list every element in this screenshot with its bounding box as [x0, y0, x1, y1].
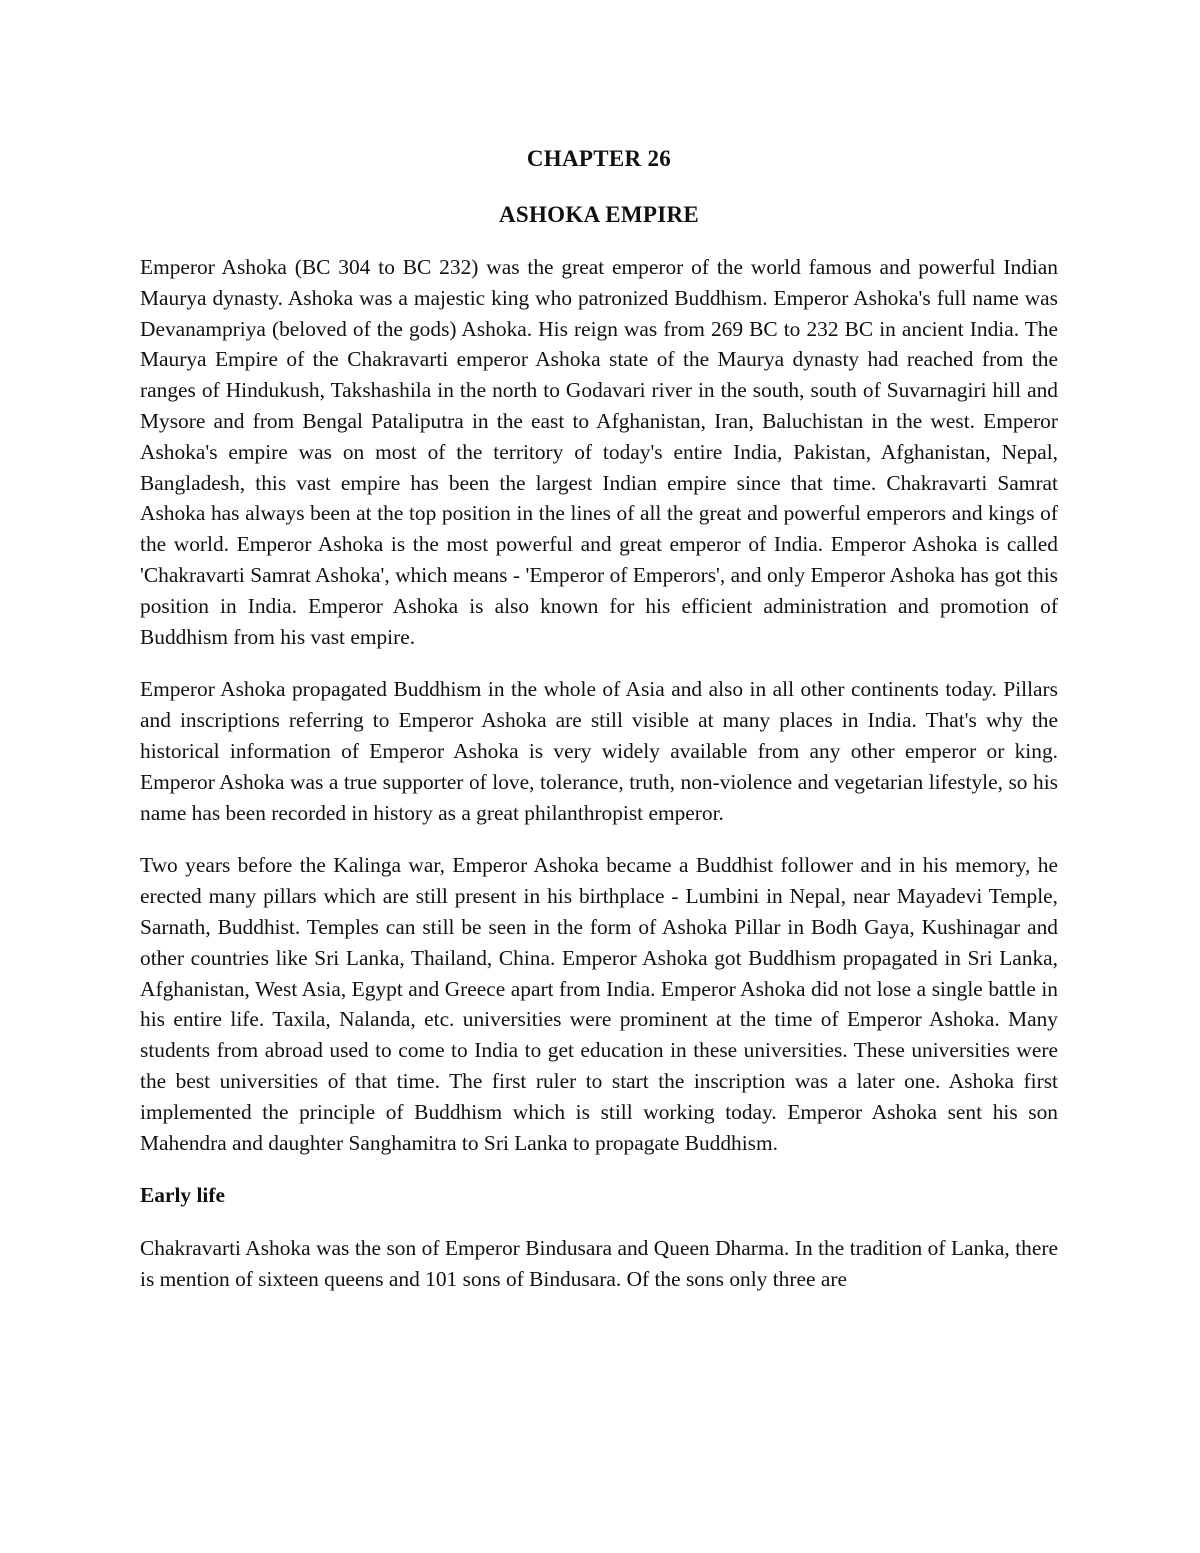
chapter-number: CHAPTER 26	[526, 146, 672, 171]
section-heading-early-life: Early life	[140, 1183, 225, 1208]
body-paragraph-3: Two years before the Kalinga war, Emperor Ashoka became a Buddhist follower and in his memory, he erected many pillars which are still present in his birthplace - Lumbini in Nepal, near Mayadevi Temple, Sarnath, Buddhist. Temples can still be seen in the form of Ashoka Pillar in Bodh Gaya, Kushinagar and other countries like Sri Lanka, Thailand, China. Emperor Ashoka got Buddhism propagated in Sri Lanka, Afghanistan, West Asia, Egypt and Greece apart from India. Emperor Ashoka did not lose a single battle in his entire life. Taxila, Nalanda, etc. universities were prominent at the time of Emperor Ashoka. Many students from abroad used to come to India to get education in these universities. These universities were the best universities of that time. The first ruler to start the inscription was a later one. Ashoka first implemented the principle of Buddhism which is still working today. Emperor Ashoka sent his son Mahendra and daughter Sanghamitra to Sri Lanka to propagate Buddhism.	[140, 853, 1058, 1155]
early-life-paragraph: Chakravarti Ashoka was the son of Emperor Bindusara and Queen Dharma. In the tradition of Lanka, there is mention of sixteen queens and 101 sons of Bindusara. Of the sons only three are	[140, 1236, 1058, 1291]
body-paragraph-2: Emperor Ashoka propagated Buddhism in the whole of Asia and also in all other continents today. Pillars and inscriptions referring to Emperor Ashoka are still visible at many places in India. That's why the historical information of Emperor Ashoka is very widely available from any other emperor or king. Emperor Ashoka was a true supporter of love, tolerance, truth, non-violence and vegetarian lifestyle, so his name has been recorded in history as a great philanthropist emperor.	[140, 677, 1058, 825]
chapter-title: ASHOKA EMPIRE	[498, 202, 700, 227]
body-paragraph-1: Emperor Ashoka (BC 304 to BC 232) was the great emperor of the world famous and powerful Indian Maurya dynasty. Ashoka was a majestic king who patronized Buddhism. Emperor Ashoka's full name was Devanampriya (beloved of the gods) Ashoka. His reign was from 269 BC to 232 BC in ancient India. The Maurya Empire of the Chakravarti emperor Ashoka state of the Maurya dynasty had reached from the ranges of Hindukush, Takshashila in the north to Godavari river in the south, south of Suvarnagiri hill and Mysore and from Bengal Pataliputra in the east to Afghanistan, Iran, Baluchistan in the west. Emperor Ashoka's empire was on most of the territory of today's entire India, Pakistan, Afghanistan, Nepal, Bangladesh, this vast empire has been the largest Indian empire since that time. Chakravarti Samrat Ashoka has always been at the top position in the lines of all the great and powerful emperors and kings of the world. Emperor Ashoka is the most powerful and great emperor of India. Emperor Ashoka is called 'Chakravarti Samrat Ashoka', which means - 'Emperor of Emperors', and only Emperor Ashoka has got this position in India. Emperor Ashoka is also known for his efficient administration and promotion of Buddhism from his vast empire.	[140, 255, 1058, 649]
document-page	[140, 140, 1058, 1295]
